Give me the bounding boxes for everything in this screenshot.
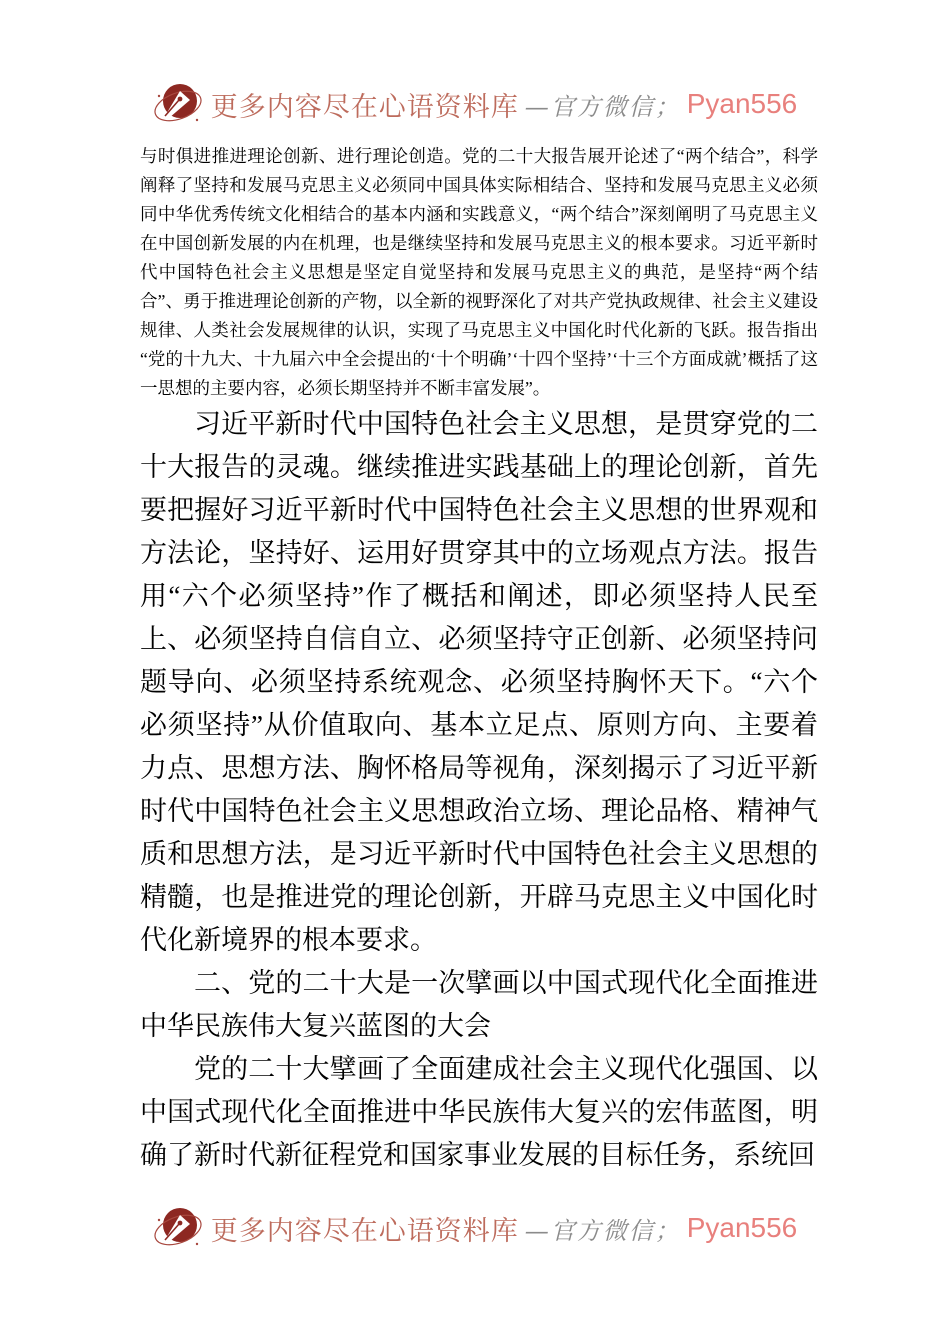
brand-text: 更多内容尽在心语资料库 — [210, 91, 519, 122]
paragraph-2: 习近平新时代中国特色社会主义思想，是贯穿党的二十大报告的灵魂。继续推进实践基础上的理论创新，首先要把握好习近平新时代中国特色社会主义思想的世界观和方法论，坚持好、运用好贯穿其中的立场观点方法。报告用“六个必须坚持”作了概括和阐述，即必须坚持人民至上、必须坚持自信自立、必须坚持守正创新、必须坚持问题导向、必须坚持系统观念、必须坚持胸怀天下。“六个必须坚持”从价值取向、基本立足点、原则方向、主要着力点、思想方法、胸怀格局等视角，深刻揭示了习近平新时代中国特色社会主义思想政治立场、理论品格、精神气质和思想方法，是习近平新时代中国特色社会主义思想的精髓，也是推进党的理论创新，开辟马克思主义中国化时代化新境界的根本要求。 — [140, 409, 818, 955]
wechat-account: Pyan556 — [686, 1212, 798, 1243]
wechat-label: —官方微信； — [524, 92, 681, 121]
header-watermark — [0, 76, 950, 132]
wechat-label: —官方微信； — [524, 1216, 681, 1245]
footer-watermark — [0, 1200, 950, 1256]
document-content — [140, 142, 818, 1177]
wechat-account: Pyan556 — [686, 88, 798, 119]
section-heading: 二、党的二十大是一次擘画以中国式现代化全面推进中华民族伟大复兴蓝图的大会 — [140, 968, 818, 1041]
pen-logo-icon — [153, 76, 205, 132]
paragraph-continued: 与时俱进推进理论创新、进行理论创造。党的二十大报告展开论述了“两个结合”，科学阐释了坚持和发展马克思主义必须同中国具体实际相结合、坚持和发展马克思主义必须同中华优秀传统文化相结合的基本内涵和实践意义，“两个结合”深刻阐明了马克思主义在中国创新发展的内在机理，也是继续坚持和发展马克思主义的根本要求。习近平新时代中国特色社会主义思想是坚定自觉坚持和发展马克思主义的典范，是坚持“两个结合”、勇于推进理论创新的产物，以全新的视野深化了对共产党执政规律、社会主义建设规律、人类社会发展规律的认识，实现了马克思主义中国化时代化新的飞跃。报告指出“党的十九大、十九届六中全会提出的‘十个明确’‘十四个坚持’‘十三个方面成就’概括了这一思想的主要内容，必须长期坚持并不断丰富发展”。 — [140, 146, 818, 398]
pen-logo-icon — [153, 1200, 205, 1256]
brand-text: 更多内容尽在心语资料库 — [210, 1215, 519, 1246]
paragraph-3: 党的二十大擘画了全面建成社会主义现代化强国、以中国式现代化全面推进中华民族伟大复兴的宏伟蓝图，明确了新时代新征程党和国家事业发展的目标任务，系统回 — [140, 1054, 818, 1170]
